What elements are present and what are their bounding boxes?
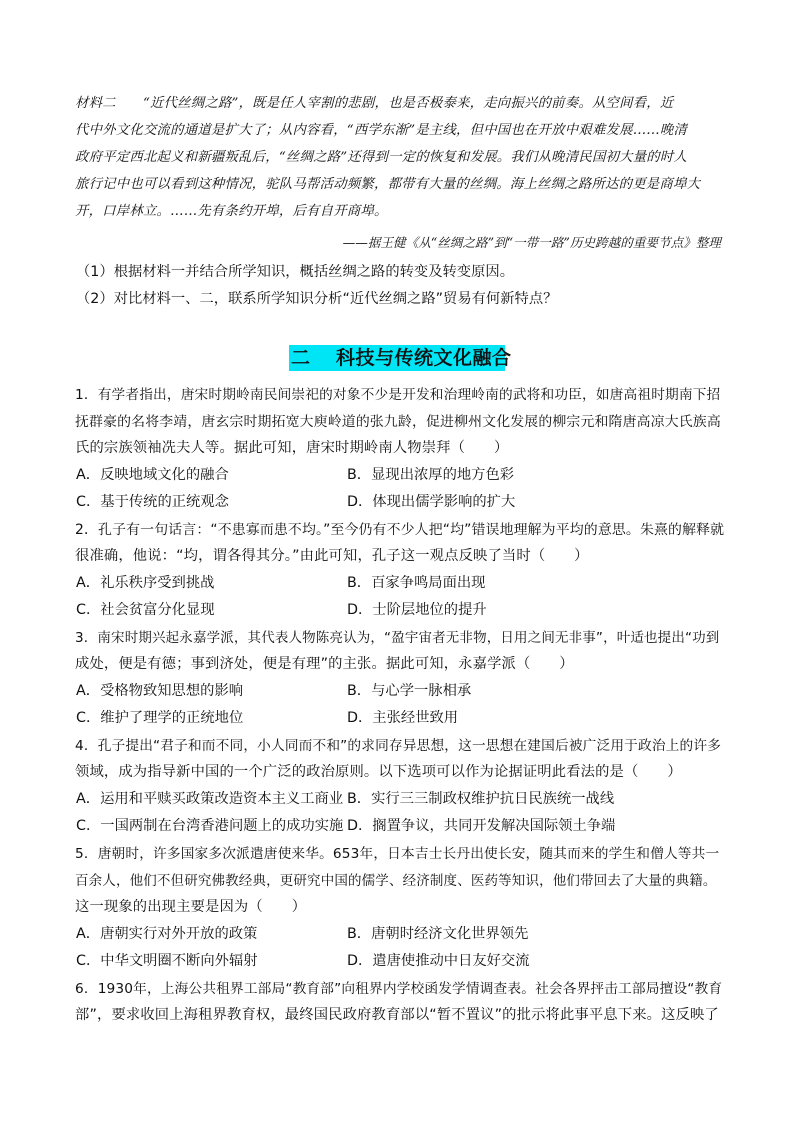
question-4-option-c: C．一国两制在台湾香港问题上的成功实施 [76, 818, 344, 834]
question-5-option-a: A．唐朝实行对外开放的政策 [76, 926, 258, 942]
subquestion-2: （2）对比材料一、二，联系所学知识分析“近代丝绸之路”贸易有何新特点？ [76, 291, 558, 307]
section-title: 科技与传统文化融合 [336, 347, 512, 369]
question-5-line: 这一现象的出现主要是因为（ ） [75, 899, 307, 915]
section-number: 二 [291, 347, 311, 369]
question-4-option-b: B．实行三三制政权维护抗日民族统一战线 [347, 791, 615, 807]
question-6-line: 部”，要求收回上海租界教育权，最终国民政府教育部以“暂不置议”的批示将此事平息下来。这反映了 [75, 1007, 719, 1023]
question-1-option-d: D．体现出儒学影响的扩大 [347, 494, 516, 510]
question-2-option-d: D．士阶层地位的提升 [347, 602, 487, 618]
question-1-option-a: A．反映地域文化的融合 [76, 467, 229, 483]
question-2-option-b: B．百家争鸣局面出现 [347, 575, 486, 591]
question-2-line: 很准确，他说：“均，谓各得其分。”由此可知，孔子这一观点反映了当时（ ） [75, 548, 589, 564]
question-4-option-d: D．搁置争议，共同开发解决国际领土争端 [347, 818, 616, 834]
question-4-line: 4．孔子提出“君子和而不同，小人同而不和”的求同存异思想，这一思想在建国后被广泛用于政治上的许多 [75, 738, 722, 754]
material-two-passage [75, 90, 721, 225]
question-5-option-d: D．遣唐使推动中日友好交流 [347, 953, 530, 969]
question-3-line: 成处，便是有德；事到济处，便是有理”的主张。据此可知，永嘉学派（ ） [75, 656, 574, 672]
question-1-line: 1．有学者指出，唐宋时期岭南民间崇祀的对象不少是开发和治理岭南的武将和功臣，如唐高祖时期南下招 [75, 387, 721, 403]
question-4-line: 领域，成为指导新中国的一个广泛的政治原则。以下选项可以作为论据证明此看法的是（ ） [75, 764, 682, 780]
material-line: 材料二 “近代丝绸之路”，既是任人宰割的悲剧，也是否极泰来，走向振兴的前奏。从空间看，近 [75, 96, 674, 111]
question-3-option-c: C．维护了理学的正统地位 [76, 710, 244, 726]
subquestion-1: （1）根据材料一并结合所学知识，概括丝绸之路的转变及转变原因。 [76, 264, 514, 280]
question-4-option-a: A．运用和平赎买政策改造资本主义工商业 [76, 791, 344, 807]
question-5-option-c: C．中华文明圈不断向外辐射 [76, 953, 258, 969]
material-line: 开，口岸林立。……先有条约开埠，后有自开商埠。 [75, 204, 388, 219]
question-2-line: 2．孔子有一句话言：“不患寡而患不均。”至今仍有不少人把“均”错误地理解为平均的意思。朱熹的解释就 [75, 522, 725, 538]
question-1-line: 氏的宗族领袖冼夫人等。据此可知，唐宋时期岭南人物崇拜（ ） [75, 440, 509, 456]
question-1-line: 抚群豪的名将李靖，唐玄宗时期拓宽大庾岭道的张九龄，促进柳州文化发展的柳宗元和隋唐高凉大氏族高 [75, 414, 721, 430]
question-1-option-c: C．基于传统的正统观念 [76, 494, 229, 510]
question-3-option-a: A．受格物致知思想的影响 [76, 683, 244, 699]
question-2-option-a: A．礼乐秩序受到挑战 [76, 575, 215, 591]
question-5-line: 5．唐朝时，许多国家多次派遣唐使来华。653年，日本吉士长丹出使长安，随其而来的学生和僧人等共一 [75, 846, 720, 862]
material-line: 代中外文化交流的通道是扩大了；从内容看，“西学东渐”是主线，但中国也在开放中艰难发展……晚清 [75, 123, 688, 138]
question-5-option-b: B．唐朝时经济文化世界领先 [347, 926, 529, 942]
material-source: ——据王健《从“丝绸之路”到“一带一路”历史跨越的重要节点》整理 [342, 235, 721, 250]
question-5-line: 百余人，他们不但研究佛教经典，更研究中国的儒学、经济制度、医药等知识，他们带回去了大量的典籍。 [75, 873, 717, 889]
question-1-option-b: B．显现出浓厚的地方色彩 [347, 467, 515, 483]
question-3-option-d: D．主张经世致用 [347, 710, 459, 726]
question-3-line: 3．南宋时期兴起永嘉学派，其代表人物陈亮认为，“盈宇宙者无非物，日用之间无非事”，叶适也提出“功到 [75, 630, 720, 646]
material-line: 政府平定西北起义和新疆叛乱后，“丝绸之路”还得到一定的恢复和发展。我们从晚清民国初大量的时人 [75, 150, 688, 165]
material-line: 旅行记中也可以看到这种情况，驼队马帮活动频繁，都带有大量的丝绸。海上丝绸之路所达的更是商埠大 [75, 177, 701, 192]
section-heading [289, 345, 512, 371]
question-2-option-c: C．社会贫富分化显现 [76, 602, 215, 618]
question-6-line: 6．1930年，上海公共租界工部局“教育部”向租界内学校函发学情调查表。社会各界抨击工部局擅设“教育 [75, 981, 723, 997]
question-3-option-b: B．与心学一脉相承 [347, 683, 472, 699]
